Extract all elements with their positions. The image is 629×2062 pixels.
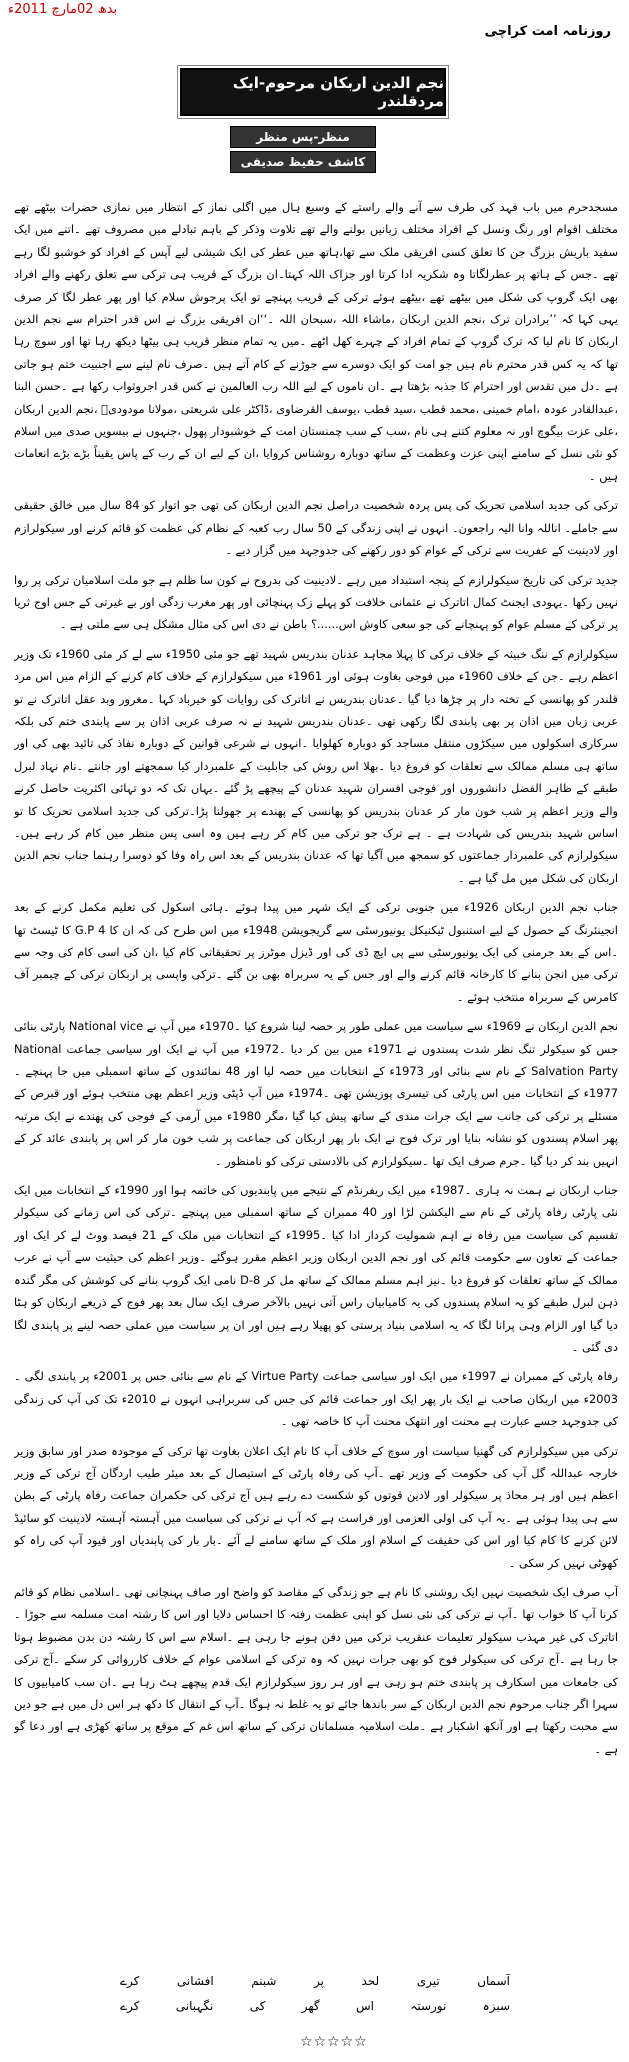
verse-word: تیری (416, 1973, 440, 1988)
verse-word: کی (249, 1998, 266, 2013)
verse-line-2 (120, 1993, 510, 2018)
verse-word: لحد (361, 1973, 380, 1988)
verse-word: آسماں (477, 1973, 510, 1988)
paragraph: ترکی کی جدید اسلامی تحریک کی پس پردہ شخصیت دراصل نجم الدین اربکان کی تھی جو اتوار کو 84 سال میں خالق حقیقی سے جاملے۔ اناللہ وانا الیہ راجعون۔ انہوں نے اپنی زندگی کے 50 سال رب کعبہ کے نظام کی عظمت کو قائم کرنے اور سیکولرازم اور لادینیت کے عفریت سے ترکی کے عوام کو دور رکھنے کی جدوجہد میں گزار دیے ۔ (14, 498, 618, 558)
end-stars: ☆☆☆☆☆ (300, 2034, 368, 2050)
paragraph: جناب نجم الدین اربکان 1926ء میں جنوبی ترکی کے ایک شہر میں پیدا ہوئے ۔ہائی اسکول کی تعلیم مکمل کرنے کے بعد انجینئرنگ کے حصول کے لیے استنبول ٹیکنیکل یونیورسٹی سے گریجویشن 1948ء میں اس طرح کی کہ ان کا G.P 4 کا ٹیسٹ تھا ۔اس کے بعد جرمنی کی ایک یونیورسٹی سے پی ایچ ڈی کی اور ڈیزل موٹرز پر تحقیقاتی کام کیا ،ان کی اسی کام کی وجہ سے ترکی میں انجن بنانے کا کارخانہ قائم کرنے والے اور جس کے یہ سربراہ بھی بن گئے ۔ترکی واپسی پر اربکان ترکی کے چیمبر آف کامرس کے سربراہ منتخب ہوئے ۔ (14, 900, 618, 1004)
verse-word: اس (355, 1998, 374, 2013)
paragraph: ترکی میں سیکولرازم کی گھنیا سیاست اور سوچ کے خلاف آپ کا نام ایک اعلان بغاوت تھا ترکی کے موجودہ صدر اور سابق وزیر خارجہ عبداللہ گل آپ کی حکومت کے وزیر تھے ۔آپ کی رفاہ پارٹی کے استیصال کے بعد میئر طیب اردگان آج ترکی کے وزیر اعظم ہیں اور ہر محاذ پر سیکولر اور لادین قوتوں کو شکست دے رہے ہیں آج ترکی کی حکمران جماعت رفاہ پارٹی کے بطن سے ہی پیدا ہوئی ہے ۔یہ آپ کی اولی العزمی اور فراست ہے کہ آپ نے ترکی کی سیاست میں آہستہ آہستہ لادینیت کو سائیڈ لائن کرنے کا کام کیا اور اس کی حقیقت کے اسلام اور ملک کے ساتھ سامنے لے آئے ۔بار بار کی پابندیاں اور قیود آپ کی راہ کو کھوٹی نہیں کر سکی ۔ (14, 1443, 618, 1570)
verse-word: افشانی (176, 1973, 214, 1988)
paragraph: مسجدحرم میں باب فہد کی طرف سے آنے والے راستے کے وسیع ہال میں اگلی نماز کے انتظار میں نمازی حضرات بیٹھے تھے مختلف اقوام اور رنگ ونسل کے افراد مختلف زبانیں بولنے والے تھے تلاوت وذکر کے باہم تبادلے میں مصروف تھے ۔اتنے میں ایک سفید باریش بزرگ جن کا تعلق کسی افریقی ملک سے تھا،ہاتھ میں عطر کی ایک شیشی لیے آپس کے افراد کو خوشبو لگا رہے تھے ۔جس کے ہاتھ پر عطرلگاتا وہ شکریہ ادا کرتا اور جزاک اللہ کہتا۔ان بزرگ کے قریب ہی ترکی سے تعلق رکھنے والے افراد بھی ایک گروپ کی شکل میں بیٹھے تھے ،بیٹھے ہوئے ترکی کے قریب پہنچے تو ایک پرجوش سلام کیا اور پھر عطر لگا کر صرف یہی کہا کہ ’’برادران ترک ،نجم الدین اربکان ،ماشاء اللہ ،سبحان اللہ ۔‘‘ان افریقی بزرگ نے اس قدر احترام سے نجم الدین اربکان کا نام لیا کہ ترک گروپ کے تمام افراد کے چہرے کھل اٹھے ۔میں یہ تمام منظر قریب ہی بیٹھا دیکھ رہا تھا اور سوچ رہا تھا کہ یہ کس قدر محترم نام ہیں جو امت کو ایک دوسرے سے جوڑنے کے کام آتے ہیں ۔صرف نام لینے سے اجنبیت ختم ہو جاتی ہے ۔دل میں تقدس اور احترام کا جذبہ بڑھتا ہے ۔ان ناموں کے لیے اللہ رب العالمین نے کس قدر اجروثواب رکھا ہے ۔حسن البنا ،عبدالقادر عودہ ،امام خمینی ،محمد قطب ،سید قطب ،یوسف القرضاوی ،ڈاکٹر علی شریعتی ،مولانا مودودیؒ ،نجم الدین اربکان ،علی عزت بیگوچ اور نہ معلوم کتنے ہی نام ،سب کے سب چمنستان امت کے خوشبودار پھول ،جنہوں نے بیسویں صدی میں اسلام کو نئی نسل کے سامنے اپنی عزت وعظمت کے ساتھ دوبارہ روشناس کروایا ،ان کے لیے ان کے رب کے پاس یقیناً بڑے بڑے انعامات ہیں ۔ (14, 200, 618, 483)
verse-line-1 (120, 1968, 510, 1993)
article-body (14, 196, 618, 1966)
paragraph: جدید ترکی کی تاریخ سیکولرازم کے پنجہ استبداد میں رہے ۔لادینیت کی بدروح نے کون سا ظلم ہے جو ملت اسلامیان ترکی پر روا نہیں رکھا ۔یہودی ایجنٹ کمال اتاترک نے عثمانی خلافت کو پہلے زک پہنچائی اور پھر مغرب زدگی اور بے غیرتی کے جس اوج ثریا پر ترکی کے مسلم عوام کو پہنچانے کی جو سعی کاوش اس......؟ باطن نے دی اس کی مثال مشکل ہی سے ملتی ہے ۔ (14, 572, 618, 632)
headline-text: نجم الدین اربکان مرحوم-ایک مردقلندر (232, 74, 444, 110)
column-name: منظر-پس منظر (230, 126, 376, 148)
verse-word: نگہبانی (175, 1998, 214, 2013)
author-name: کاشف حفیظ صدیقی (230, 151, 376, 173)
verse-word: گھر (301, 1998, 320, 2013)
paragraph: آپ صرف ایک شخصیت نہیں ایک روشنی کا نام ہے جو زندگی کے مقاصد کو واضح اور صاف پہنچانی تھی ۔اسلامی نظام کو قائم کرنا آپ کا خواب تھا ۔آپ نے ترکی کی نئی نسل کو اپنی عظمت رفتہ کا احساس دلایا اور اس کا رشتہ امت مسلمہ سے جوڑا ۔اتاترک کی غیر مہذب سیکولر تعلیمات عنقریب ترکی میں دفن ہونے جا رہی ہے ۔اسلام سے اس کا رشتہ دن بدن مضبوط ہوتا جا رہا ہے ۔آج ترکی کی سیکولر فوج کو بھی جرات نہیں کہ وہ ترکی کے اسلامی عوام کے خلاف کارروائی کر سکے ۔آج ترکی کی جامعات میں اسکارف پر پابندی ختم ہو رہی ہے اور ہر روز سیکولرازم ایک قدم پیچھے ہٹ رہا ہے ۔ان سب کامیابیوں کا سہرا اگر جناب مرحوم نجم الدین اربکان کے سر باندھا جائے تو یہ غلط نہ ہوگا ۔آپ کے انتقال کا دکھ ہر اس دل میں ہے جو دین سے محبت رکھتا ہے اور آنکھ اشکبار ہے ۔ملت اسلامیہ مسلمانان ترکی کے ساتھ اس غم کے موقع پر ساتھ کھڑی ہے اور دعا گو ہے ۔ (14, 1584, 618, 1756)
newspaper-name: روزنامہ امت کراچی (484, 24, 611, 39)
verse-word: کرے (120, 1998, 140, 2013)
verse-word: نورستہ (410, 1998, 447, 2013)
headline-banner (180, 68, 446, 116)
verse-word: پر (314, 1973, 324, 1988)
closing-verse (120, 1968, 510, 2018)
publication-date: بدھ 02مارچ 2011ء (8, 2, 118, 17)
verse-word: سبزہ (482, 1998, 510, 2013)
byline (230, 126, 376, 173)
paragraph: نجم الدین اربکان نے 1969ء سے سیاست میں عملی طور پر حصہ لینا شروع کیا ۔1970ء میں آپ نے National vice پارٹی بنائی جس کو سیکولر تنگ نظر شدت پسندوں نے 1971ء میں بین کر دیا ۔1972ء میں آپ نے ایک اور سیاسی جماعت National Salvation Party کے نام سے بنائی اور 1973ء کے انتخابات میں حصہ لیا اور 48 نمائندوں کے ساتھ اسمبلی میں جا پہنچے ۔1977ء کے انتخابات میں اس پارٹی کی تیسری پوزیشن تھی ۔1974ء میں آپ ڈپٹی وزیر اعظم بھی منتخب ہوئے اور قبرص کے مسئلے پر ترکی کی جانب سے ایک جرات مندی کے ساتھ پیش کیا گیا ،مگر 1980ء میں آرمی کے فوجی کی پھندے نے ایک مرتبہ پھر اسلام پسندوں کو نشانہ بنایا اور ترک فوج نے ایک بار پھر اربکان کی جماعت پر شب خون مار کر اس پر پابندی عائد کر کے انہیں بند کر دیا گیا ۔جرم صرف ایک تھا ۔سیکولرازم کی بالادستی ترکی کو نامنظور ۔ (14, 1019, 618, 1168)
paragraph: رفاہ پارٹی کے ممبران نے 1997ء میں ایک اور سیاسی جماعت Virtue Party کے نام سے بنائی جس پر 2001ء پر پابندی لگی ۔2003ء میں اربکان صاحب نے ایک بار پھر ایک اور جماعت قائم کی جس کی سربراہی انہوں نے 2010ء تک کی آپ کی زندگی کی جدوجہد جسے عبارت ہے محنت اور انتھک محنت آپ کا خاصہ تھی ۔ (14, 1369, 618, 1429)
verse-word: کرے (120, 1973, 140, 1988)
verse-word: شبنم (251, 1973, 277, 1988)
paragraph: جناب اربکان نے ہمت نہ ہاری ۔1987ء میں ایک ریفرنڈم کے نتیجے میں پابندیوں کی خاتمہ ہوا اور 1990ء کے انتخابات میں ایک نئی پارٹی رفاہ پارٹی کے نام سے الیکشن لڑا اور 40 ممبران کے ساتھ اسمبلی میں پہنچے ۔ترکی کی اس زمانے کی سیکولر تقسیم کی سیاست میں رفاہ نے اہم شمولیت کردار ادا کیا ۔1995ء کے انتخابات میں ملک کے 21 فیصد ووٹ لے کر ایک اور جماعت کے تعاون سے حکومت قائم کی اور نجم الدین اربکان وزیر اعظم مقرر ہوگئے ۔وزیر اعظم کی حیثیت سے آپ نے عرب ممالک کے ساتھ تعلقات کو فروغ دیا ۔نیز اہم مسلم ممالک کے ساتھ مل کر D-8 نامی ایک گروپ بنانے کی کوشش کی مگر گندہ ذہن لبرل طبقے کو یہ اسلام پسندوں کی یہ کامیابیاں راس آتی نہیں بالآخر صرف ایک سال بعد پھر فوج کے ذریعے اربکان کو ہٹا دیا گیا اور الزام وہی پرانا لگا کہ یہ اسلامی بنیاد پرستی کو پھیلا رہے ہیں اور ان پر سیاست میں عملی حصہ لینے پر پابندی لگا دی گئی ۔ (14, 1183, 618, 1354)
paragraph: سیکولرازم کے ننگ خبیثہ کے خلاف ترکی کا پہلا مجاہد عدنان بندریس شہید تھے جو مئی 1950ء سے لے کر مئی 1960ء تک وزیر اعظم رہے ۔جن کے خلاف 1960ء میں فوجی بغاوت ہوئی اور 1961ء میں سیکولرازم کے خلاف کام کرنے کے الزام میں اس مرد قلندر کو پھانسی کے تختہ دار پر چڑھا دیا گیا ۔عدنان بندریس نے اتاترک کی روایات کو خیرباد کہا ۔مغرور وبد عقل اتاترک نے تو عربی زبان میں اذان پر بھی پابندی لگا رکھی تھی ۔عدنان بندریس شہید نے نہ صرف عربی اذان پر سے پابندی ختم کی بلکہ سرکاری اسکولوں میں سیکڑوں منتقل مساجد کو دوبارہ کھلوایا ۔انہوں نے شرعی قوانین کے دوبارہ نفاذ کی تائید بھی کی اور ساتھ ہی مسلم ممالک سے تعلقات کو فروغ دیا ۔بھلا اس روش کی جابلیت کے علمبردار کیا سمجھتے اور جانتے ۔نام نہاد لبرل طبقے کے ظاہر الفضل دانشوروں اور فوجی افسران شہید عدنان کے پیچھے پڑ گئے ۔یہاں تک کہ دو تہائی اکثریت حاصل کرنے والے وزیر اعظم پر شب خون مار کر عدنان بندریس کو پھانسی کے پھندے پر جھولنا پڑا۔ترکی کی جدید اسلامی تحریک کا تو اساس شہید بندریس کی شہادت ہے ۔ ہے ترک جو ترکی میں کام کر رہے ہیں وہ اسی پس منظر میں کام کر رہے ہیں۔سیکولرازم کی علمبردار جماعتوں کو سمجھ میں آگیا تھا کہ عدنان بندریس کے بعد اس راہ وفا کو دوسرا رہنما جناب نجم الدین اربکان کی شکل میں مل گیا ہے ۔ (14, 646, 618, 885)
